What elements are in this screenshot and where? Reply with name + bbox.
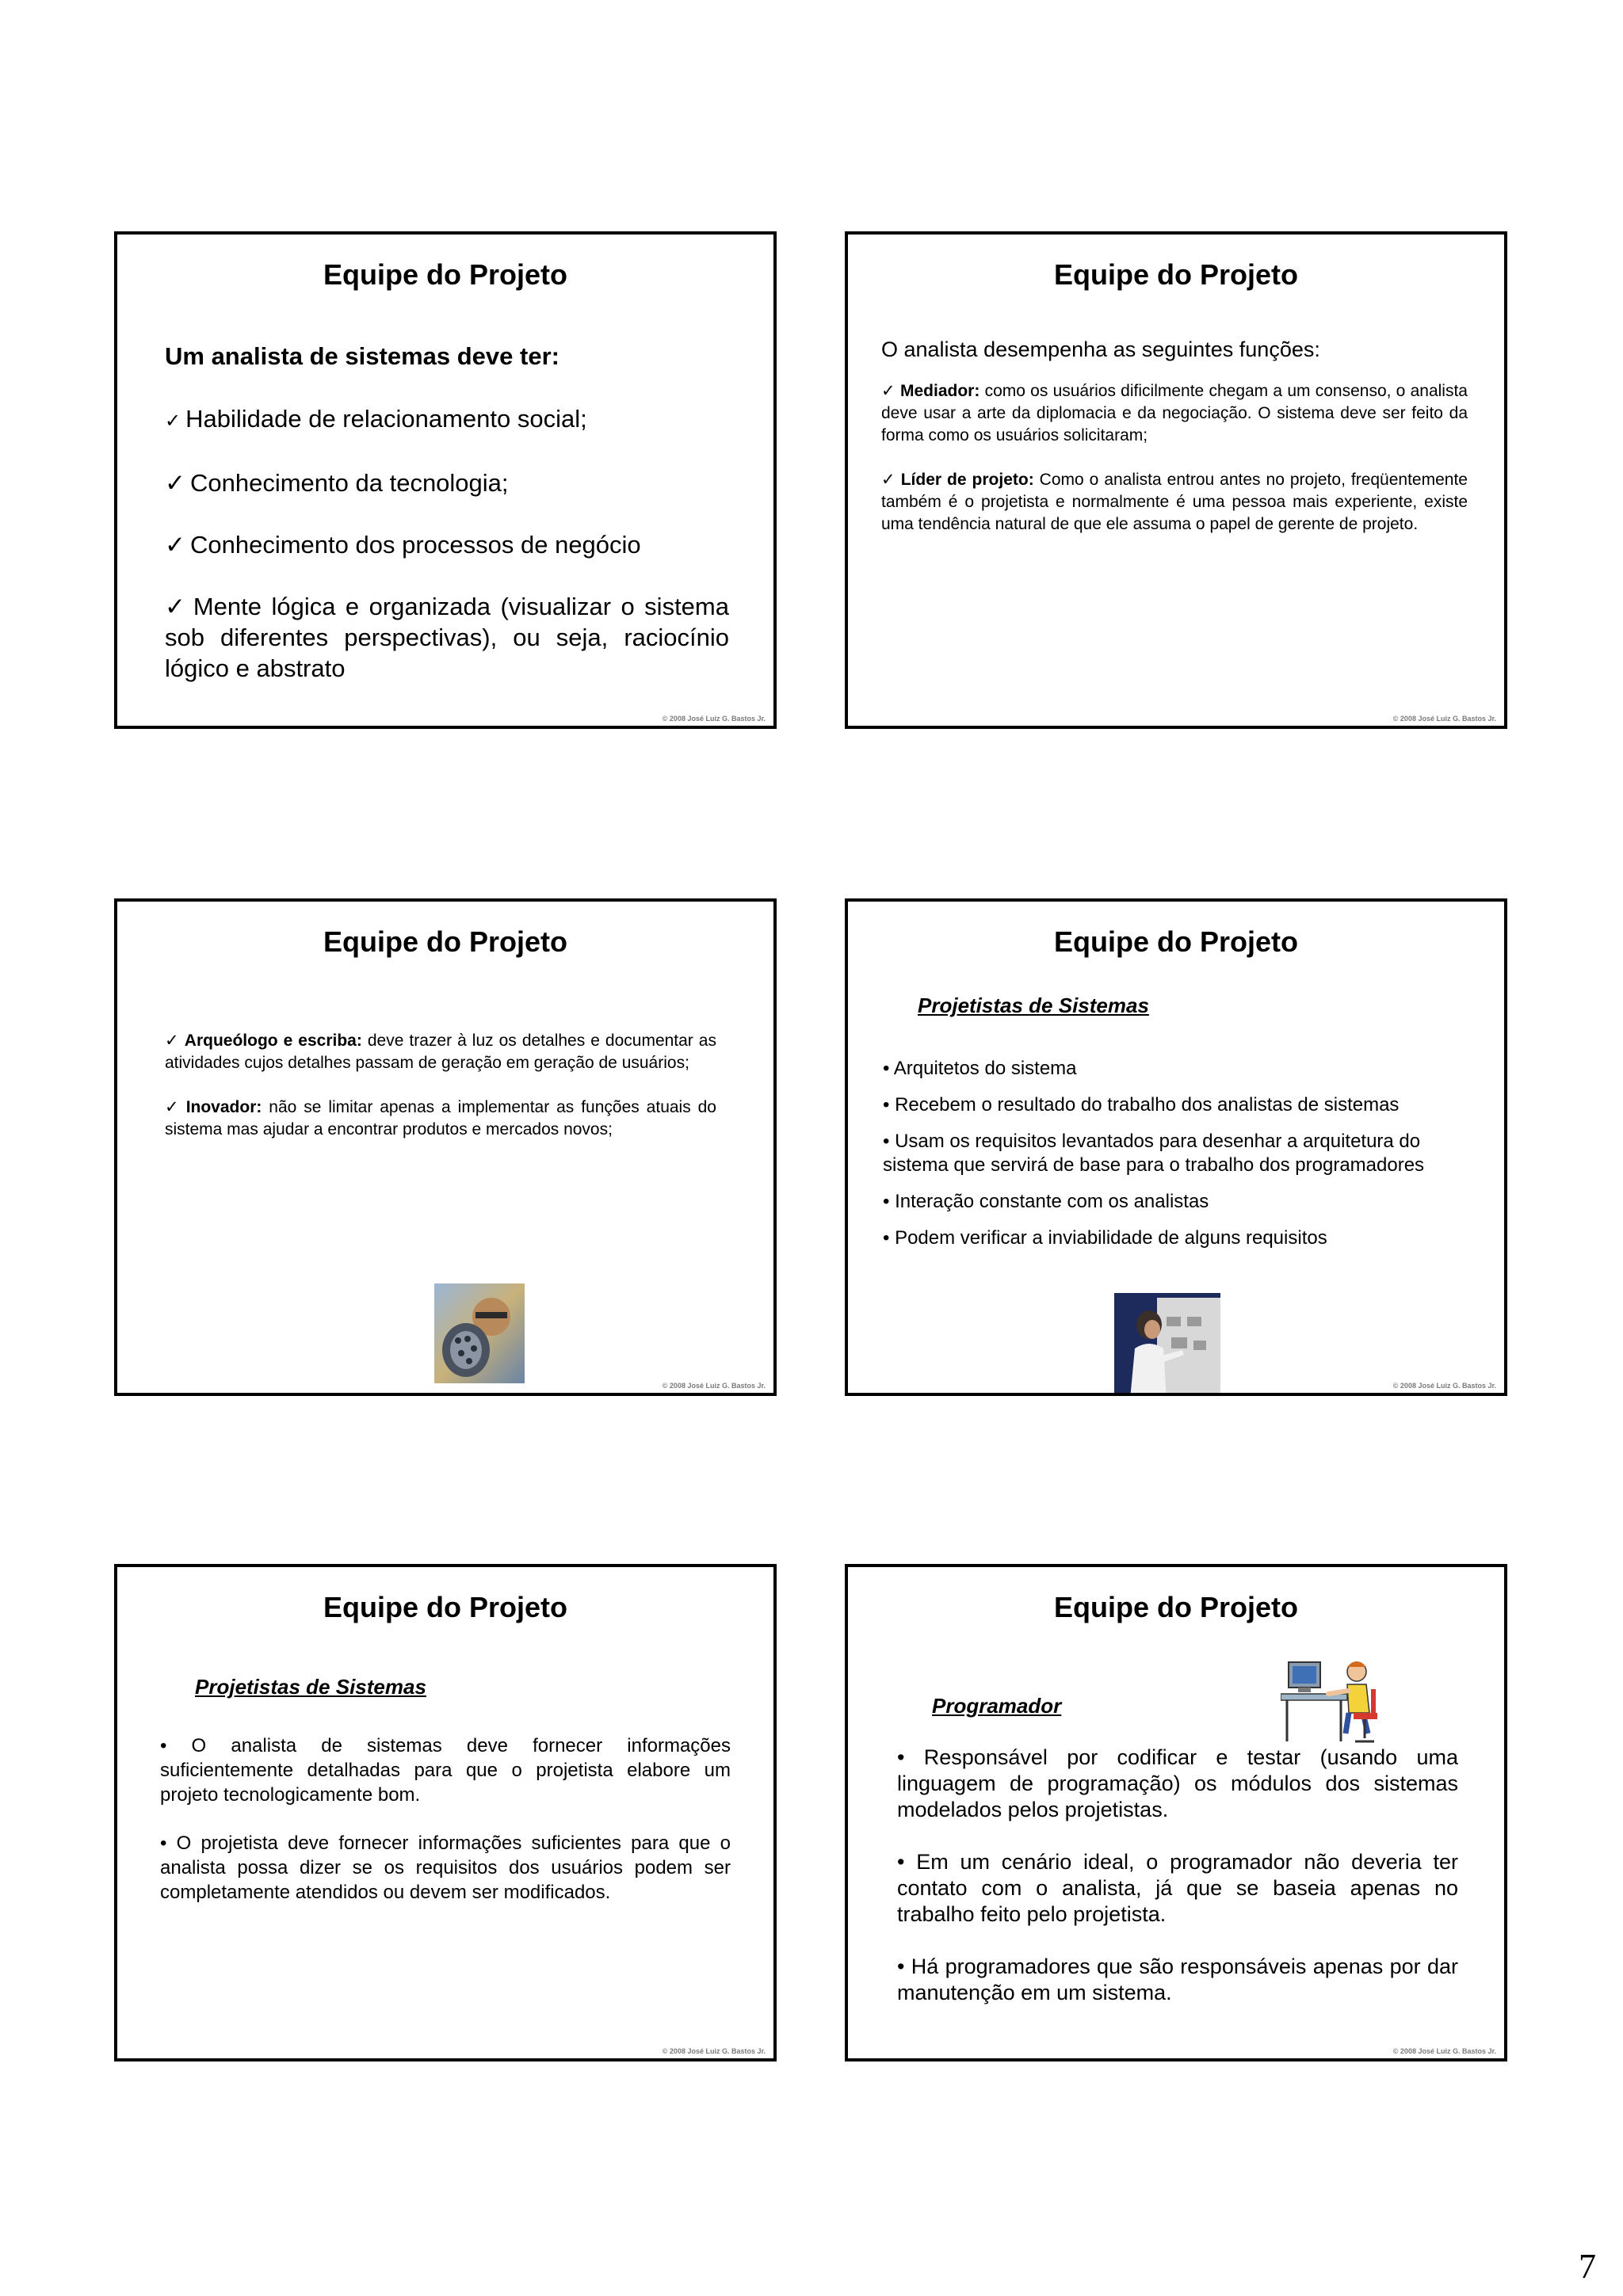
list-item: ✓ Conhecimento da tecnologia;	[165, 469, 509, 497]
slide-subtitle: Projetistas de Sistemas	[195, 1675, 426, 1699]
paragraph: • Responsável por codificar e testar (usando uma linguagem de programação) os módulos dos sistemas modelados pelos projetistas.	[897, 1745, 1458, 1821]
slide-4	[845, 898, 1507, 1396]
slide-title: Equipe do Projeto	[1053, 258, 1298, 291]
copyright-footer: © 2008 José Luiz G. Bastos Jr.	[662, 2047, 766, 2055]
slide-2	[845, 231, 1507, 729]
lead-text: O analista desempenha as seguintes funções:	[881, 338, 1320, 361]
slide-1	[114, 231, 777, 729]
phone-photo-image	[434, 1283, 525, 1383]
list-item: ✓ Arqueólogo e escriba: deve trazer à luz os detalhes e documentar as atividades cujos detalhes passam de geração em geração de usuários;	[165, 1032, 716, 1072]
lead-text: Um analista de sistemas deve ter:	[165, 342, 559, 370]
list-item: ✓ Mente lógica e organizada (visualizar o sistema sob diferentes perspectivas), ou seja, raciocínio lógico e abstrato	[165, 593, 729, 682]
paragraph: • Há programadores que são responsáveis apenas por dar manutenção em um sistema.	[897, 1955, 1458, 2004]
slide-6	[845, 1564, 1507, 2061]
checkmark-icon: ✓	[881, 471, 896, 489]
paragraph: • Em um cenário ideal, o programador não deveria ter contato com o analista, já que se baseia apenas no trabalho feito pelo projetista.	[897, 1850, 1458, 1926]
copyright-footer: © 2008 José Luiz G. Bastos Jr.	[662, 1382, 766, 1390]
bullet-item: • Recebem o resultado do trabalho dos analistas de sistemas	[883, 1094, 1400, 1116]
copyright-footer: © 2008 José Luiz G. Bastos Jr.	[1392, 2047, 1496, 2055]
bullet-item: • Arquitetos do sistema	[883, 1058, 1077, 1079]
checkmark-icon: ✓	[165, 410, 181, 432]
list-item: ✓ Conhecimento dos processos de negócio	[165, 531, 641, 559]
slide-body	[881, 338, 1468, 558]
checkmark-icon: ✓	[165, 593, 189, 620]
bullet-item: • Podem verificar a inviabilidade de alguns requisitos	[883, 1227, 1327, 1249]
checkmark-icon: ✓	[165, 1098, 181, 1116]
slide-subtitle: Programador	[932, 1694, 1062, 1718]
list-item: ✓ Habilidade de relacionamento social;	[165, 405, 587, 433]
checkmark-icon: ✓	[165, 531, 185, 559]
slide-body	[160, 1733, 731, 1928]
slide-title: Equipe do Projeto	[323, 258, 567, 291]
slide-5	[114, 1564, 777, 2061]
checkmark-icon: ✓	[165, 469, 185, 497]
designer-photo-image	[1114, 1293, 1220, 1396]
slide-subtitle: Projetistas de Sistemas	[918, 994, 1149, 1017]
slide-body	[165, 1030, 716, 1163]
copyright-footer: © 2008 José Luiz G. Bastos Jr.	[1392, 715, 1496, 723]
paragraph: • O projetista deve fornecer informações suficientes para que o analista possa dizer se os requisitos dos usuários podem ser completamente atendidos ou devem ser modificados.	[160, 1833, 731, 1903]
paragraph: • O analista de sistemas deve fornecer informações suficientemente detalhadas para que o projetista elabore um projeto tecnologicamente bom.	[160, 1735, 731, 1806]
slide-title: Equipe do Projeto	[323, 1591, 567, 1623]
list-item: ✓ Mediador: como os usuários dificilmente chegam a um consenso, o analista deve usar a arte da diplomacia e da negociação. O sistema deve ser feito da forma como os usuários solicitaram;	[881, 382, 1468, 444]
slide-title: Equipe do Projeto	[323, 925, 567, 958]
slide-title: Equipe do Projeto	[1053, 1591, 1298, 1623]
list-item: ✓ Inovador: não se limitar apenas a implementar as funções atuais do sistema mas ajudar a encontrar produtos e mercados novos;	[165, 1098, 716, 1138]
checkmark-icon: ✓	[881, 382, 896, 400]
bullet-item: • Interação constante com os analistas	[883, 1191, 1209, 1212]
copyright-footer: © 2008 José Luiz G. Bastos Jr.	[662, 715, 766, 723]
list-item: ✓ Líder de projeto: Como o analista entrou antes no projeto, freqüentemente também é o projetista e normalmente é uma pessoa mais experiente, existe uma tendência natural de que ele assuma o papel de gerente de projeto.	[881, 471, 1468, 533]
slide-body	[897, 1745, 1458, 2032]
slide-body	[165, 341, 729, 715]
page-number: 7	[1579, 2247, 1596, 2286]
bullet-item: • Usam os requisitos levantados para desenhar a arquitetura do sistema que servirá de base para o trabalho dos programadores	[883, 1131, 1425, 1176]
copyright-footer: © 2008 José Luiz G. Bastos Jr.	[1392, 1382, 1496, 1390]
slide-3	[114, 898, 777, 1396]
slide-title: Equipe do Projeto	[1053, 925, 1298, 958]
checkmark-icon: ✓	[165, 1032, 180, 1050]
slide-body	[883, 1057, 1461, 1263]
programmer-clipart-image	[1281, 1654, 1385, 1748]
